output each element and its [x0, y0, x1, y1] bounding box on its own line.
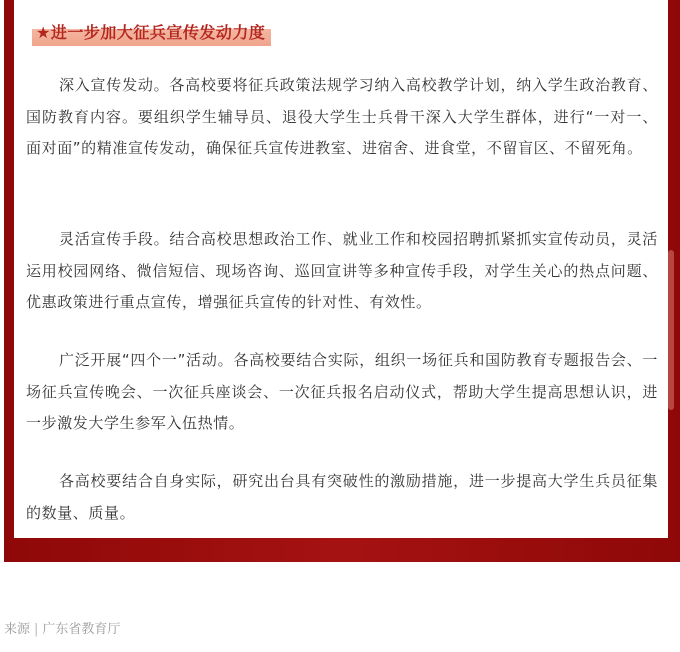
source-name: 广东省教育厅: [42, 622, 121, 637]
paragraph-1: 深入宣传发动。各高校要将征兵政策法规学习纳入高校教学计划，纳入学生政治教育、国防教育内容。要组织学生辅导员、退役大学生士兵骨干深入大学生群体，进行“一对一、面对面”的精准宣传发动，确保征兵宣传进教室、进宿舍、进食堂，不留盲区、不留死角。: [26, 76, 658, 157]
article-card: [14, 0, 668, 538]
paragraph-4: 各高校要结合自身实际，研究出台具有突破性的激励措施，进一步提高大学生兵员征集的数量、质量。: [26, 472, 658, 522]
paragraph-2: 灵活宣传手段。结合高校思想政治工作、就业工作和校园招聘抓紧抓实宣传动员，灵活运用校园网络、微信短信、现场咨询、巡回宣讲等多种宣传手段，对学生关心的热点问题、优惠政策进行重点宣传，增强征兵宣传的针对性、有效性。: [26, 230, 658, 311]
article-frame: [4, 0, 680, 562]
section-heading: ★进一步加大征兵宣传发动力度: [32, 20, 271, 46]
source-label: 来源: [4, 622, 31, 637]
paragraph-3: 广泛开展“四个一”活动。各高校要结合实际，组织一场征兵和国防教育专题报告会、一场征兵宣传晚会、一次征兵座谈会、一次征兵报名启动仪式，帮助大学生提高思想认识，进一步激发大学生参军入伍热情。: [26, 351, 658, 432]
source-credit: [4, 620, 120, 640]
source-separator: |: [34, 622, 39, 637]
